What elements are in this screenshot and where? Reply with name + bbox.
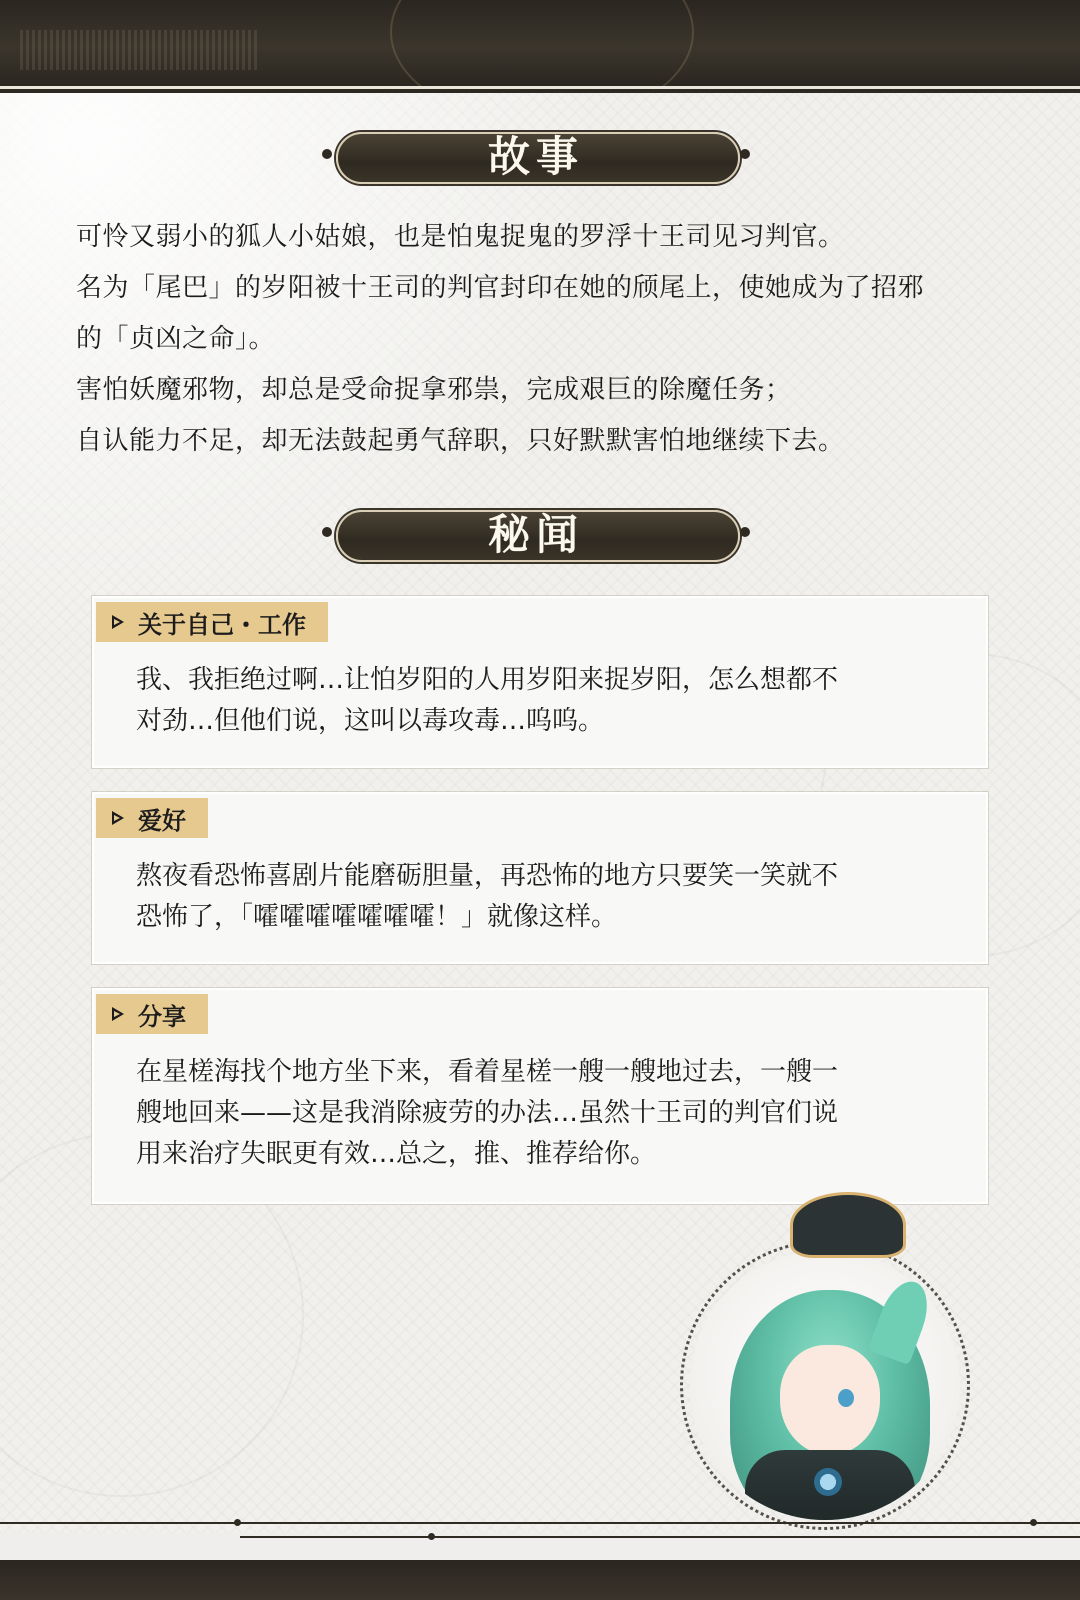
card-tag-label: 关于自己・工作 xyxy=(138,610,306,639)
secret-card-work xyxy=(92,596,988,768)
story-title: 故事 xyxy=(487,132,584,181)
card-tag-label: 分享 xyxy=(138,1002,186,1031)
card-line: 艘地回来——这是我消除疲劳的办法…虽然十王司的判官们说 xyxy=(136,1098,839,1128)
card-line: 恐怖了，「嚯嚯嚯嚯嚯嚯嚯！」就像这样。 xyxy=(136,902,618,932)
card-body xyxy=(136,1052,936,1175)
story-section-header xyxy=(326,130,746,186)
story-text xyxy=(76,212,1016,467)
secrets-section-header xyxy=(326,508,746,564)
card-body xyxy=(136,856,936,938)
decorative-ornament xyxy=(390,0,694,86)
rule-dot xyxy=(428,1533,435,1540)
secret-card-hobby xyxy=(92,792,988,964)
card-tag xyxy=(96,798,208,838)
story-line: 的「贞凶之命」。 xyxy=(76,324,276,354)
character-eye xyxy=(838,1389,854,1407)
rule-dot xyxy=(234,1519,241,1526)
top-decorative-band xyxy=(0,0,1080,86)
play-arrow-icon xyxy=(112,615,124,629)
card-line: 对劲…但他们说，这叫以毒攻毒…呜呜。 xyxy=(136,706,605,736)
card-tag-label: 爱好 xyxy=(138,806,186,835)
bottom-rule xyxy=(240,1536,1080,1538)
card-line: 熬夜看恐怖喜剧片能磨砺胆量，再恐怖的地方只要笑一笑就不 xyxy=(136,861,839,891)
secret-card-share xyxy=(92,988,988,1204)
card-tag xyxy=(96,994,208,1034)
bottom-rule xyxy=(0,1522,1080,1524)
rule-dot xyxy=(1030,1519,1037,1526)
story-line: 自认能力不足，却无法鼓起勇气辞职，只好默默害怕地继续下去。 xyxy=(76,426,845,456)
character-face xyxy=(780,1345,880,1455)
card-line: 我、我拒绝过啊…让怕岁阳的人用岁阳来捉岁阳，怎么想都不 xyxy=(136,665,839,695)
card-tag xyxy=(96,602,328,642)
character-portrait xyxy=(680,1200,980,1510)
character-hat xyxy=(790,1192,906,1258)
card-line: 用来治疗失眠更有效…总之，推、推荐给你。 xyxy=(136,1139,657,1169)
yin-yang-emblem-icon xyxy=(814,1468,842,1496)
card-line: 在星槎海找个地方坐下来，看着星槎一艘一艘地过去，一艘一 xyxy=(136,1057,839,1087)
play-arrow-icon xyxy=(112,811,124,825)
story-line: 可怜又弱小的狐人小姑娘，也是怕鬼捉鬼的罗浮十王司见习判官。 xyxy=(76,222,845,252)
secrets-title: 秘闻 xyxy=(487,510,584,559)
story-line: 害怕妖魔邪物，却总是受命捉拿邪祟，完成艰巨的除魔任务； xyxy=(76,375,792,405)
play-arrow-icon xyxy=(112,1007,124,1021)
card-body xyxy=(136,660,936,742)
decorative-glyph-pattern xyxy=(20,30,260,70)
bottom-decorative-band xyxy=(0,1560,1080,1600)
story-line: 名为「尾巴」的岁阳被十王司的判官封印在她的颀尾上，使她成为了招邪 xyxy=(76,273,925,303)
